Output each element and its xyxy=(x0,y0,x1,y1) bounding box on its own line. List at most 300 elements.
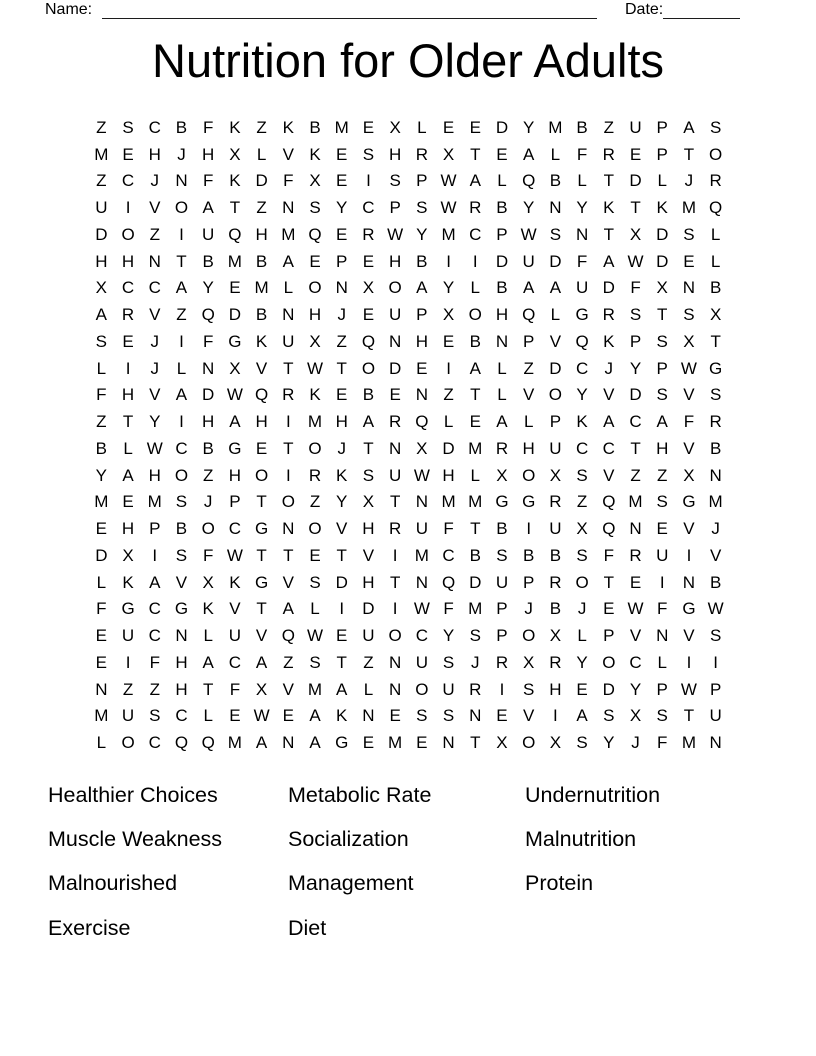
grid-cell: J xyxy=(150,358,160,378)
grid-cell: A xyxy=(309,733,321,753)
grid-row xyxy=(88,355,729,382)
grid-cell: T xyxy=(603,171,614,191)
grid-cell: X xyxy=(229,144,241,164)
grid-cell: U xyxy=(629,117,642,137)
grid-cell: B xyxy=(469,331,481,351)
grid-cell: N xyxy=(389,679,402,699)
grid-cell: E xyxy=(336,626,348,646)
grid-cell: W xyxy=(226,385,243,405)
grid-cell: E xyxy=(656,519,668,539)
grid-cell: I xyxy=(125,652,131,672)
grid-cell: C xyxy=(148,599,161,619)
grid-cell: A xyxy=(202,652,214,672)
grid-cell: A xyxy=(336,679,348,699)
grid-cell: I xyxy=(446,358,451,378)
grid-cell: U xyxy=(522,251,535,271)
grid-cell: I xyxy=(179,224,184,244)
grid-cell: Y xyxy=(629,358,642,378)
grid-cell: N xyxy=(148,251,161,271)
grid-cell: O xyxy=(174,198,189,218)
grid-cell: P xyxy=(496,599,508,619)
grid-cell: I xyxy=(152,545,158,565)
grid-cell: S xyxy=(549,224,562,244)
grid-cell: C xyxy=(148,117,161,137)
grid-cell: P xyxy=(549,412,562,432)
grid-cell: L xyxy=(203,626,213,646)
grid-cell: M xyxy=(548,117,563,137)
grid-cell: N xyxy=(682,278,696,298)
grid-cell: Z xyxy=(96,171,107,191)
grid-cell: O xyxy=(468,305,482,325)
grid-cell: E xyxy=(122,144,134,164)
grid-cell: V xyxy=(282,679,294,699)
grid-cell: D xyxy=(389,358,402,378)
word-item: Malnourished xyxy=(48,871,178,896)
date-fill-line[interactable] xyxy=(663,1,740,19)
grid-cell: V xyxy=(149,305,161,325)
grid-row xyxy=(88,569,729,596)
grid-cell: J xyxy=(471,652,480,672)
grid-cell: M xyxy=(708,492,723,512)
grid-cell: E xyxy=(496,706,508,726)
grid-cell: V xyxy=(523,385,535,405)
grid-cell: G xyxy=(709,358,723,378)
grid-cell: P xyxy=(656,358,668,378)
grid-cell: A xyxy=(122,465,134,485)
grid-cell: N xyxy=(682,572,696,592)
grid-cell: L xyxy=(497,171,507,191)
grid-cell: T xyxy=(657,305,668,325)
grid-cell: A xyxy=(469,171,481,191)
grid-cell: X xyxy=(442,144,455,164)
grid-cell: N xyxy=(442,733,455,753)
grid-cell: R xyxy=(549,572,562,592)
grid-cell: A xyxy=(523,144,535,164)
grid-cell: Z xyxy=(576,492,588,512)
grid-cell: Z xyxy=(176,305,187,325)
grid-cell: Z xyxy=(122,679,134,699)
grid-row xyxy=(88,729,729,756)
grid-cell: Y xyxy=(442,278,455,298)
grid-cell: Y xyxy=(336,492,348,512)
grid-cell: H xyxy=(121,519,135,539)
grid-cell: Q xyxy=(415,412,429,432)
grid-cell: M xyxy=(628,492,643,512)
grid-cell: G xyxy=(254,572,269,592)
grid-row xyxy=(88,194,729,221)
grid-cell: F xyxy=(202,117,214,137)
grid-row xyxy=(88,649,729,676)
grid-cell: K xyxy=(229,572,241,592)
grid-cell: T xyxy=(630,438,641,458)
grid-cell: T xyxy=(630,198,641,218)
grid-cell: E xyxy=(496,144,508,164)
grid-cell: V xyxy=(255,358,268,378)
word-item: Exercise xyxy=(48,915,131,940)
grid-cell: L xyxy=(96,572,107,592)
grid-cell: N xyxy=(282,519,295,539)
grid-cell: L xyxy=(497,358,507,378)
grid-cell: H xyxy=(389,251,402,271)
grid-cell: O xyxy=(308,438,322,458)
grid-cell: L xyxy=(203,706,213,726)
grid-cell: X xyxy=(629,706,642,726)
grid-cell: N xyxy=(549,198,562,218)
grid-cell: I xyxy=(392,599,398,619)
grid-cell: Q xyxy=(522,171,536,191)
grid-cell: M xyxy=(227,251,242,271)
grid-cell: N xyxy=(175,626,188,646)
grid-cell: H xyxy=(389,144,402,164)
grid-cell: O xyxy=(121,224,135,244)
grid-cell: Y xyxy=(202,278,214,298)
grid-cell: Z xyxy=(603,117,614,137)
grid-cell: C xyxy=(362,198,375,218)
grid-cell: L xyxy=(310,599,320,619)
grid-cell: H xyxy=(442,465,455,485)
grid-cell: H xyxy=(202,412,215,432)
grid-cell: P xyxy=(389,198,401,218)
grid-cell: G xyxy=(522,492,536,512)
grid-cell: S xyxy=(629,305,642,325)
grid-cell: B xyxy=(175,519,188,539)
grid-cell: T xyxy=(256,492,267,512)
grid-cell: L xyxy=(96,733,107,753)
grid-cell: F xyxy=(149,652,160,672)
word-item: Socialization xyxy=(288,827,409,852)
grid-cell: N xyxy=(335,278,348,298)
grid-cell: T xyxy=(470,519,481,539)
grid-cell: E xyxy=(309,251,321,271)
grid-cell: K xyxy=(122,572,134,592)
grid-cell: V xyxy=(282,572,294,592)
grid-cell: A xyxy=(255,652,268,672)
page-title: Nutrition for Older Adults xyxy=(152,34,664,87)
grid-cell: R xyxy=(549,652,562,672)
grid-cell: R xyxy=(602,144,615,164)
grid-cell: T xyxy=(256,545,267,565)
grid-cell: E xyxy=(469,117,481,137)
grid-cell: P xyxy=(416,305,428,325)
grid-cell: P xyxy=(336,251,348,271)
grid-cell: O xyxy=(388,626,402,646)
grid-cell: S xyxy=(576,465,588,485)
grid-cell: K xyxy=(202,599,214,619)
grid-cell: I xyxy=(179,412,184,432)
grid-row xyxy=(88,168,729,195)
grid-cell: L xyxy=(176,358,187,378)
grid-cell: S xyxy=(122,117,134,137)
grid-cell: H xyxy=(228,465,242,485)
grid-cell: L xyxy=(123,438,133,458)
grid-cell: I xyxy=(125,358,131,378)
grid-cell: H xyxy=(95,251,108,271)
grid-cell: C xyxy=(575,358,589,378)
grid-cell: O xyxy=(388,278,402,298)
grid-cell: L xyxy=(470,278,480,298)
grid-cell: Z xyxy=(96,117,107,137)
grid-cell: M xyxy=(468,599,483,619)
grid-cell: X xyxy=(122,545,134,565)
grid-cell: V xyxy=(549,331,562,351)
grid-cell: J xyxy=(337,438,346,458)
word-list-column xyxy=(48,773,288,951)
grid-cell: U xyxy=(121,706,135,726)
grid-cell: V xyxy=(175,572,188,592)
grid-cell: S xyxy=(95,331,108,351)
grid-cell: S xyxy=(656,385,668,405)
grid-cell: E xyxy=(683,251,695,271)
grid-cell: H xyxy=(335,412,348,432)
grid-cell: E xyxy=(282,706,294,726)
grid-cell: W xyxy=(306,626,324,646)
grid-cell: A xyxy=(175,385,188,405)
grid-cell: S xyxy=(175,492,188,512)
grid-cell: X xyxy=(309,171,321,191)
grid-cell: N xyxy=(495,331,509,351)
grid-cell: V xyxy=(683,438,695,458)
grid-cell: Y xyxy=(523,198,535,218)
grid-cell: T xyxy=(470,385,481,405)
grid-cell: V xyxy=(523,706,535,726)
grid-cell: M xyxy=(147,492,162,512)
grid-cell: O xyxy=(121,733,135,753)
grid-cell: S xyxy=(389,171,401,191)
grid-cell: L xyxy=(497,385,507,405)
grid-cell: K xyxy=(309,144,321,164)
grid-cell: E xyxy=(603,599,615,619)
grid-cell: T xyxy=(683,706,695,726)
grid-cell: C xyxy=(629,412,642,432)
grid-cell: V xyxy=(255,626,268,646)
grid-cell: K xyxy=(603,198,615,218)
grid-cell: S xyxy=(709,385,722,405)
grid-cell: E xyxy=(95,626,108,646)
grid-cell: S xyxy=(309,652,321,672)
grid-cell: A xyxy=(523,278,535,298)
grid-cell: P xyxy=(229,492,241,512)
grid-cell: O xyxy=(254,465,269,485)
grid-cell: A xyxy=(362,412,375,432)
grid-cell: W xyxy=(627,251,644,271)
grid-cell: E xyxy=(389,706,401,726)
grid-cell: T xyxy=(389,572,401,592)
grid-cell: N xyxy=(709,465,722,485)
grid-cell: C xyxy=(121,171,135,191)
grid-cell: Y xyxy=(576,198,588,218)
grid-row xyxy=(88,221,729,248)
grid-cell: L xyxy=(470,465,480,485)
grid-cell: A xyxy=(149,572,161,592)
grid-cell: T xyxy=(283,358,294,378)
grid-cell: U xyxy=(656,545,669,565)
grid-cell: U xyxy=(442,679,455,699)
word-item: Diet xyxy=(288,915,327,940)
grid-cell: P xyxy=(629,331,642,351)
grid-cell: B xyxy=(709,438,722,458)
grid-cell: I xyxy=(686,652,692,672)
grid-cell: H xyxy=(522,438,535,458)
grid-cell: F xyxy=(603,545,614,565)
grid-cell: N xyxy=(709,733,722,753)
grid-cell: M xyxy=(468,438,483,458)
grid-cell: A xyxy=(309,706,321,726)
word-list xyxy=(48,773,765,951)
grid-cell: H xyxy=(495,305,509,325)
grid-cell: E xyxy=(629,144,642,164)
grid-cell: K xyxy=(336,706,348,726)
grid-cell: H xyxy=(255,224,268,244)
grid-cell: Y xyxy=(95,465,108,485)
grid-cell: T xyxy=(336,358,347,378)
grid-cell: I xyxy=(285,465,291,485)
grid-cell: A xyxy=(202,198,214,218)
grid-cell: M xyxy=(254,278,269,298)
grid-cell: P xyxy=(496,626,508,646)
grid-cell: X xyxy=(496,733,508,753)
grid-cell: H xyxy=(656,438,669,458)
grid-cell: Z xyxy=(256,117,267,137)
grid-cell: D xyxy=(549,251,562,271)
grid-cell: B xyxy=(255,305,268,325)
grid-cell: D xyxy=(335,572,348,592)
grid-cell: D xyxy=(255,171,268,191)
grid-cell: L xyxy=(96,358,107,378)
grid-cell: T xyxy=(229,198,241,218)
word-item: Muscle Weakness xyxy=(48,827,223,852)
grid-cell: F xyxy=(443,599,454,619)
grid-cell: C xyxy=(469,224,482,244)
grid-cell: L xyxy=(657,171,667,191)
grid-cell: P xyxy=(416,171,428,191)
grid-cell: X xyxy=(496,465,508,485)
grid-cell: W xyxy=(520,224,537,244)
grid-cell: B xyxy=(549,599,562,619)
grid-cell: R xyxy=(629,545,642,565)
grid-cell: Z xyxy=(283,652,294,672)
grid-cell: I xyxy=(366,171,371,191)
grid-cell: R xyxy=(308,465,322,485)
grid-cell: W xyxy=(680,358,697,378)
grid-cell: O xyxy=(602,652,616,672)
grid-cell: U xyxy=(415,519,428,539)
grid-cell: M xyxy=(307,412,323,432)
grid-cell: K xyxy=(229,117,241,137)
grid-cell: S xyxy=(656,331,668,351)
grid-cell: W xyxy=(387,224,404,244)
grid-cell: G xyxy=(228,438,242,458)
grid-cell: E xyxy=(309,545,321,565)
grid-cell: W xyxy=(146,438,163,458)
grid-cell: T xyxy=(202,679,214,699)
name-fill-line[interactable] xyxy=(102,1,597,19)
grid-cell: N xyxy=(202,358,215,378)
grid-cell: Q xyxy=(201,733,215,753)
grid-cell: Y xyxy=(416,224,428,244)
grid-cell: D xyxy=(656,224,669,244)
grid-cell: E xyxy=(362,733,375,753)
grid-cell: T xyxy=(603,224,614,244)
grid-cell: A xyxy=(656,412,668,432)
grid-cell: N xyxy=(282,733,295,753)
grid-row xyxy=(88,114,729,141)
grid-cell: H xyxy=(415,331,428,351)
grid-cell: T xyxy=(283,545,294,565)
grid-cell: H xyxy=(148,465,161,485)
grid-cell: F xyxy=(96,385,107,405)
grid-cell: Z xyxy=(523,358,534,378)
grid-cell: B xyxy=(496,278,508,298)
grid-cell: N xyxy=(415,492,428,512)
grid-row xyxy=(88,382,729,409)
grid-cell: D xyxy=(228,305,242,325)
grid-cell: W xyxy=(627,599,644,619)
grid-cell: S xyxy=(309,572,321,592)
grid-cell: M xyxy=(414,545,429,565)
grid-cell: C xyxy=(148,626,161,646)
grid-cell: F xyxy=(576,144,588,164)
grid-cell: Z xyxy=(149,224,160,244)
grid-cell: X xyxy=(229,358,241,378)
grid-cell: E xyxy=(122,331,134,351)
grid-cell: T xyxy=(470,733,481,753)
grid-cell: E xyxy=(629,572,642,592)
grid-cell: H xyxy=(121,251,135,271)
grid-cell: U xyxy=(389,305,402,325)
grid-cell: M xyxy=(94,706,109,726)
grid-cell: M xyxy=(681,733,697,753)
grid-cell: S xyxy=(576,545,588,565)
grid-cell: B xyxy=(362,385,375,405)
grid-cell: M xyxy=(334,117,349,137)
grid-cell: I xyxy=(179,331,184,351)
grid-cell: X xyxy=(549,626,562,646)
date-label: Date: xyxy=(625,1,664,18)
grid-cell: L xyxy=(550,144,561,164)
grid-row xyxy=(88,622,729,649)
grid-cell: Y xyxy=(576,385,588,405)
grid-cell: N xyxy=(95,679,108,699)
grid-cell: U xyxy=(202,224,215,244)
grid-cell: G xyxy=(228,331,242,351)
grid-cell: C xyxy=(228,652,242,672)
grid-row xyxy=(88,328,729,355)
grid-row xyxy=(88,489,729,516)
grid-cell: O xyxy=(575,572,589,592)
grid-cell: L xyxy=(523,412,534,432)
grid-cell: H xyxy=(148,144,161,164)
grid-cell: V xyxy=(629,626,642,646)
grid-cell: R xyxy=(602,305,615,325)
grid-cell: N xyxy=(282,198,295,218)
grid-cell: Q xyxy=(602,519,616,539)
grid-cell: C xyxy=(575,438,589,458)
grid-cell: M xyxy=(227,733,242,753)
grid-cell: C xyxy=(121,278,135,298)
grid-cell: R xyxy=(362,224,375,244)
grid-cell: D xyxy=(95,224,108,244)
grid-cell: F xyxy=(443,519,454,539)
grid-cell: U xyxy=(549,438,562,458)
grid-cell: S xyxy=(523,679,535,699)
word-item: Undernutrition xyxy=(525,782,661,807)
word-list-column xyxy=(525,773,765,951)
grid-cell: L xyxy=(710,224,721,244)
word-item: Protein xyxy=(525,871,594,896)
grid-cell: G xyxy=(174,599,189,619)
grid-cell: H xyxy=(202,144,215,164)
grid-cell: T xyxy=(603,572,614,592)
